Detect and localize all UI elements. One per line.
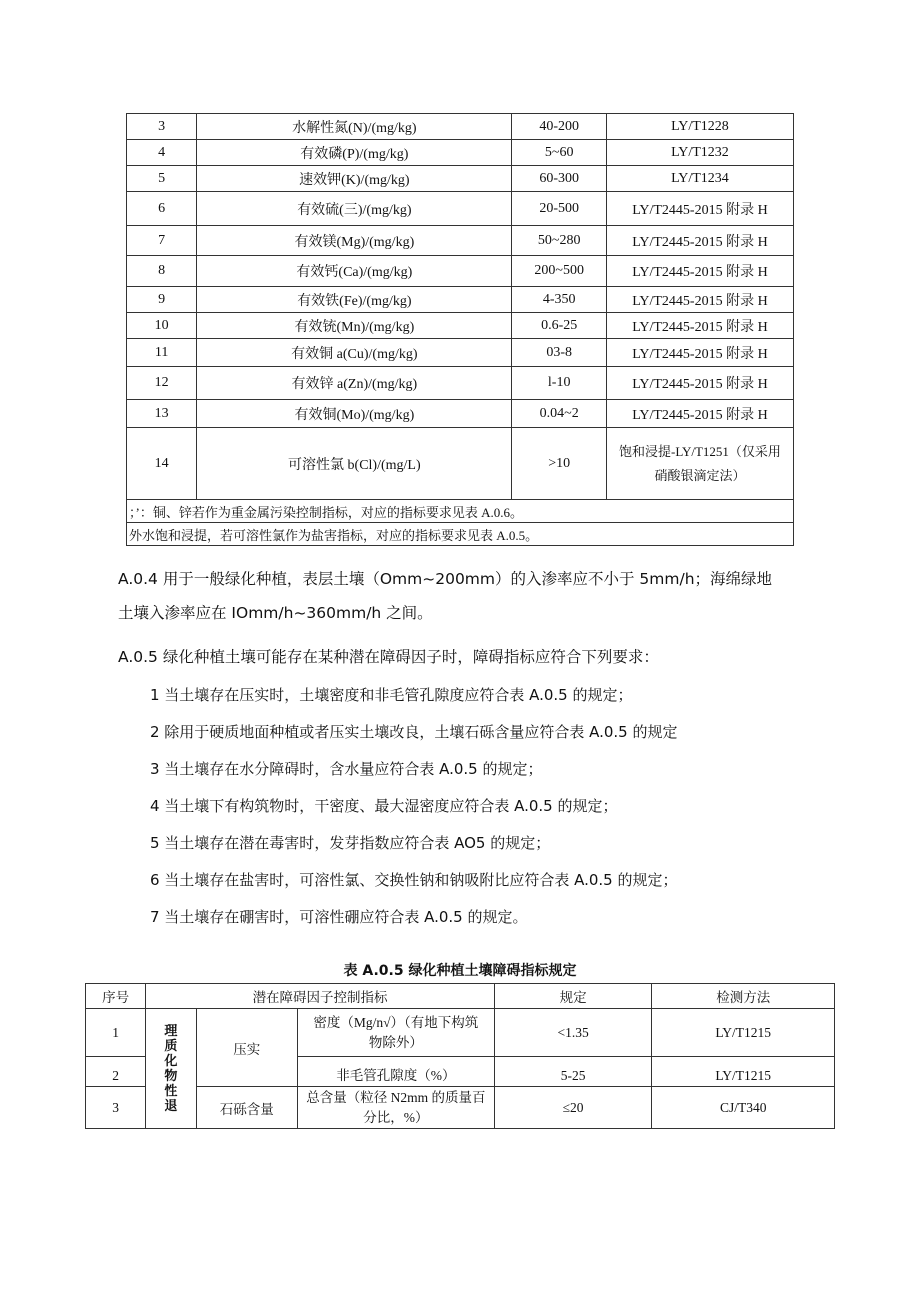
row-index: 1 [86,1009,146,1057]
test-method: LY/T1228 [606,114,793,140]
row-index: 10 [127,313,197,339]
paragraph-a05: A.0.5 绿化种植土壤可能存在某种潜在障碍因子时，障碍指标应符合下列要求： [118,648,659,666]
paragraph-line: A.0.4 用于一般绿化种植，表层土壤（Omm~200mm）的入渗率应不小于 5mm/h；海绵绿地 [118,570,773,588]
table-note: ；’：铜、锌若作为重金属污染控制指标，对应的指标要求见表 A.0.6。 [127,500,794,523]
table-note-row [127,500,794,523]
list-item: 6 当土壤存在盐害时，可溶性氯、交换性钠和钠吸附比应符合表 A.0.5 的规定； [150,871,678,889]
table-row [127,114,794,140]
list-item: 3 当土壤存在水分障碍时，含水量应符合表 A.0.5 的规定； [150,760,543,778]
indicator-range: 4-350 [512,287,606,313]
row-index: 5 [127,166,197,192]
test-method: LY/T2445-2015 附录 H [606,313,793,339]
indicator-range: 60-300 [512,166,606,192]
table-row [127,313,794,339]
row-index: 6 [127,192,197,226]
sub-factor: 压实 [196,1009,297,1087]
requirement-list [150,677,830,936]
list-item: 2 除用于硬质地面种植或者压实土壤改良，土壤石砾含量应符合表 A.0.5 的规定 [150,723,678,741]
table-row [127,226,794,256]
table-row [127,400,794,428]
indicator-range: 200~500 [512,256,606,287]
test-method [606,428,793,500]
indicator-name: 有效钙(Ca)/(mg/kg) [197,256,512,287]
indicator: 总含量（粒径 N2mm 的质量百 分比，%） [297,1087,494,1129]
indicator-range: l-10 [512,367,606,400]
test-method: LY/T2445-2015 附录 H [606,192,793,226]
table-note-row [127,523,794,546]
test-method: CJ/T340 [652,1087,835,1129]
indicator-range: >10 [512,428,606,500]
test-method: LY/T2445-2015 附录 H [606,400,793,428]
row-index: 3 [127,114,197,140]
indicator-name: 有效铳(Mn)/(mg/kg) [197,313,512,339]
row-index: 2 [86,1057,146,1087]
header-method: 检测方法 [652,984,835,1009]
indicator-name: 有效铁(Fe)/(mg/kg) [197,287,512,313]
indicator: 密度（Mg/n√）（有地下构筑 物除外） [297,1009,494,1057]
method-line: 硝酸银滴定法） [654,467,746,483]
list-item: 5 当土壤存在潜在毒害时，发芽指数应符合表 AO5 的规定； [150,834,551,852]
indicator-name: 有效锌 a(Zn)/(mg/kg) [197,367,512,400]
indicator-name: 可溶性氯 b(Cl)/(mg/L) [197,428,512,500]
paragraph-a04 [118,562,808,630]
indicator-range: 50~280 [512,226,606,256]
row-index: 11 [127,339,197,367]
table-row [127,256,794,287]
list-item: 1 当土壤存在压实时，土壤密度和非毛管孔隙度应符合表 A.0.5 的规定； [150,686,633,704]
table-row [127,287,794,313]
method-line: 饱和浸提-LY/T1251（仅采用 [618,443,781,459]
row-index: 7 [127,226,197,256]
spec-value: <1.35 [494,1009,652,1057]
indicator-range: 03-8 [512,339,606,367]
test-method: LY/T1215 [652,1057,835,1087]
table-row [127,367,794,400]
test-method: LY/T2445-2015 附录 H [606,226,793,256]
table-row [86,1087,835,1129]
paragraph-line: 土壤入渗率应在 IOmm/h~360mm/h 之间。 [118,604,433,622]
test-method: LY/T2445-2015 附录 H [606,287,793,313]
indicator-range: 0.04~2 [512,400,606,428]
indicator-range: 5~60 [512,140,606,166]
indicator-name: 有效铜(Mo)/(mg/kg) [197,400,512,428]
sub-factor: 石砾含量 [196,1087,297,1129]
indicator-name: 有效硫(三)/(mg/kg) [197,192,512,226]
table-row [86,1009,835,1057]
row-index: 14 [127,428,197,500]
group-label: 理 质 化 物 性 退 [146,1009,196,1129]
indicator-name: 水解性氮(N)/(mg/kg) [197,114,512,140]
row-index: 13 [127,400,197,428]
header-factor: 潜在障碍因子控制指标 [146,984,495,1009]
table-caption: 表 A.0.5 绿化种植土壤障碍指标规定 [343,963,577,979]
nutrient-table [126,113,794,546]
test-method: LY/T1234 [606,166,793,192]
table-note: 外水饱和浸提，若可溶性氯作为盐害指标，对应的指标要求见表 A.0.5。 [127,523,794,546]
table-row [127,140,794,166]
test-method: LY/T1215 [652,1009,835,1057]
test-method: LY/T2445-2015 附录 H [606,256,793,287]
indicator-range: 0.6-25 [512,313,606,339]
indicator-name: 有效磷(P)/(mg/kg) [197,140,512,166]
test-method: LY/T1232 [606,140,793,166]
indicator-range: 20-500 [512,192,606,226]
indicator-name: 有效镁(Mg)/(mg/kg) [197,226,512,256]
list-item: 4 当土壤下有构筑物时，干密度、最大湿密度应符合表 A.0.5 的规定； [150,797,618,815]
test-method: LY/T2445-2015 附录 H [606,367,793,400]
spec-value: ≤20 [494,1087,652,1129]
test-method: LY/T2445-2015 附录 H [606,339,793,367]
row-index: 3 [86,1087,146,1129]
table-row [127,166,794,192]
indicator: 非毛管孔隙度（%） [297,1057,494,1087]
table-row [127,428,794,500]
indicator-name: 速效钾(K)/(mg/kg) [197,166,512,192]
header-spec: 规定 [494,984,652,1009]
header-index: 序号 [86,984,146,1009]
row-index: 12 [127,367,197,400]
spec-value: 5-25 [494,1057,652,1087]
obstacle-table [85,983,835,1129]
row-index: 4 [127,140,197,166]
list-item: 7 当土壤存在硼害时，可溶性硼应符合表 A.0.5 的规定。 [150,908,528,926]
indicator-range: 40-200 [512,114,606,140]
table-row [127,339,794,367]
table-header-row [86,984,835,1009]
row-index: 9 [127,287,197,313]
row-index: 8 [127,256,197,287]
indicator-name: 有效铜 a(Cu)/(mg/kg) [197,339,512,367]
table-row [127,192,794,226]
